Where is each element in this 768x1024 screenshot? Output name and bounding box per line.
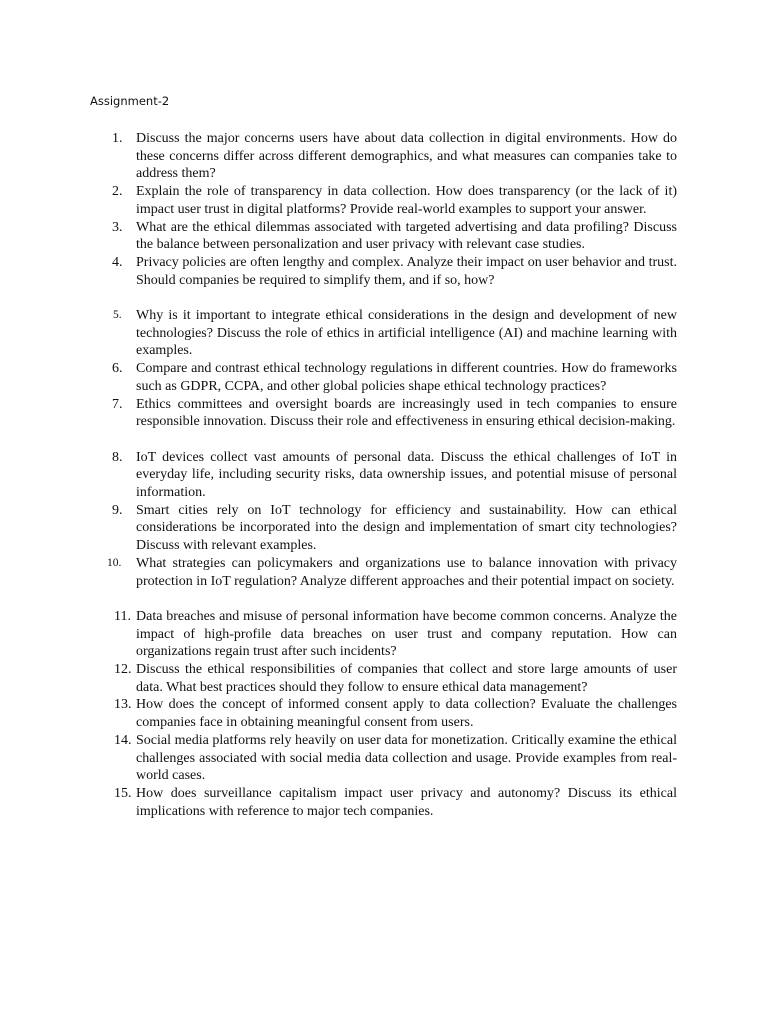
question-item [90, 183, 677, 218]
question-number: 7. [112, 396, 123, 412]
question-text: Privacy policies are often lengthy and complex. Analyze their impact on user behavior and trust. Should companies be required to simplify them, and if so, how? [136, 254, 677, 288]
question-number: 11. [114, 608, 131, 624]
question-text: Data breaches and misuse of personal information have become common concerns. Analyze the impact of high-profile data breaches on user trust and company reputation. How can organizations regain trust after such incidents? [136, 608, 677, 660]
question-item [90, 219, 677, 254]
question-text: What are the ethical dilemmas associated with targeted advertising and data profiling? Discuss the balance between personalization and user privacy with relevant case studies. [136, 219, 677, 253]
question-list [90, 130, 677, 820]
question-item [90, 785, 677, 820]
question-text: Ethics committees and oversight boards are increasingly used in tech companies to ensure responsible innovation. Discuss their role and effectiveness in ensuring ethical decision-making. [136, 396, 677, 430]
question-number: 14. [114, 732, 132, 748]
question-text: IoT devices collect vast amounts of personal data. Discuss the ethical challenges of IoT in everyday life, including security risks, data ownership issues, and potential misuse of personal information. [136, 449, 677, 501]
question-number: 3. [112, 219, 123, 235]
question-item [90, 696, 677, 731]
question-text: Smart cities rely on IoT technology for efficiency and sustainability. How can ethical considerations be incorporated into the design and implementation of smart city technologies? Discuss with relevant examples. [136, 502, 677, 554]
question-item [90, 732, 677, 785]
question-text: How does surveillance capitalism impact user privacy and autonomy? Discuss its ethical implications with reference to major tech companies. [136, 785, 677, 819]
question-text: Explain the role of transparency in data collection. How does transparency (or the lack of it) impact user trust in digital platforms? Provide real-world examples to support your answer. [136, 184, 677, 217]
question-number: 5. [113, 309, 122, 322]
question-item [90, 254, 677, 289]
question-item [90, 130, 677, 183]
question-item [90, 555, 677, 590]
question-number: 10. [107, 556, 122, 569]
question-item [90, 360, 677, 395]
question-number: 12. [114, 662, 132, 678]
question-number: 13. [114, 697, 132, 713]
question-item [90, 502, 677, 555]
question-number: 9. [112, 502, 123, 518]
question-number: 8. [112, 449, 123, 465]
question-number: 6. [112, 361, 123, 377]
document-title: Assignment-2 [90, 94, 170, 108]
question-number: 1. [112, 131, 123, 146]
question-text: Compare and contrast ethical technology regulations in different countries. How do frameworks such as GDPR, CCPA, and other global policies shape ethical technology practices? [136, 361, 677, 394]
question-text: Discuss the ethical responsibilities of companies that collect and store large amounts of user data. What best practices should they follow to ensure ethical data management? [136, 662, 677, 695]
question-item [90, 661, 677, 696]
question-item [90, 396, 677, 431]
question-text: Social media platforms rely heavily on user data for monetization. Critically examine the ethical challenges associated with social media data collection and usage. Provide examples from real-world cases. [136, 732, 677, 784]
question-item [90, 307, 677, 360]
question-number: 15. [114, 785, 132, 801]
question-text: Discuss the major concerns users have about data collection in digital environments. How do these concerns differ across different demographics, and what measures can companies take to address them? [136, 131, 677, 182]
question-text: How does the concept of informed consent apply to data collection? Evaluate the challenges companies face in obtaining meaningful consent from users. [136, 697, 677, 731]
question-number: 2. [112, 184, 123, 200]
question-text: What strategies can policymakers and organizations use to balance innovation with privacy protection in IoT regulation? Analyze different approaches and their potential impact on society. [136, 555, 677, 589]
question-text: Why is it important to integrate ethical considerations in the design and development of new technologies? Discuss the role of ethics in artificial intelligence (AI) and machine learning with examples. [136, 308, 677, 359]
question-item [90, 608, 677, 661]
question-item [90, 449, 677, 502]
question-number: 4. [112, 254, 123, 270]
